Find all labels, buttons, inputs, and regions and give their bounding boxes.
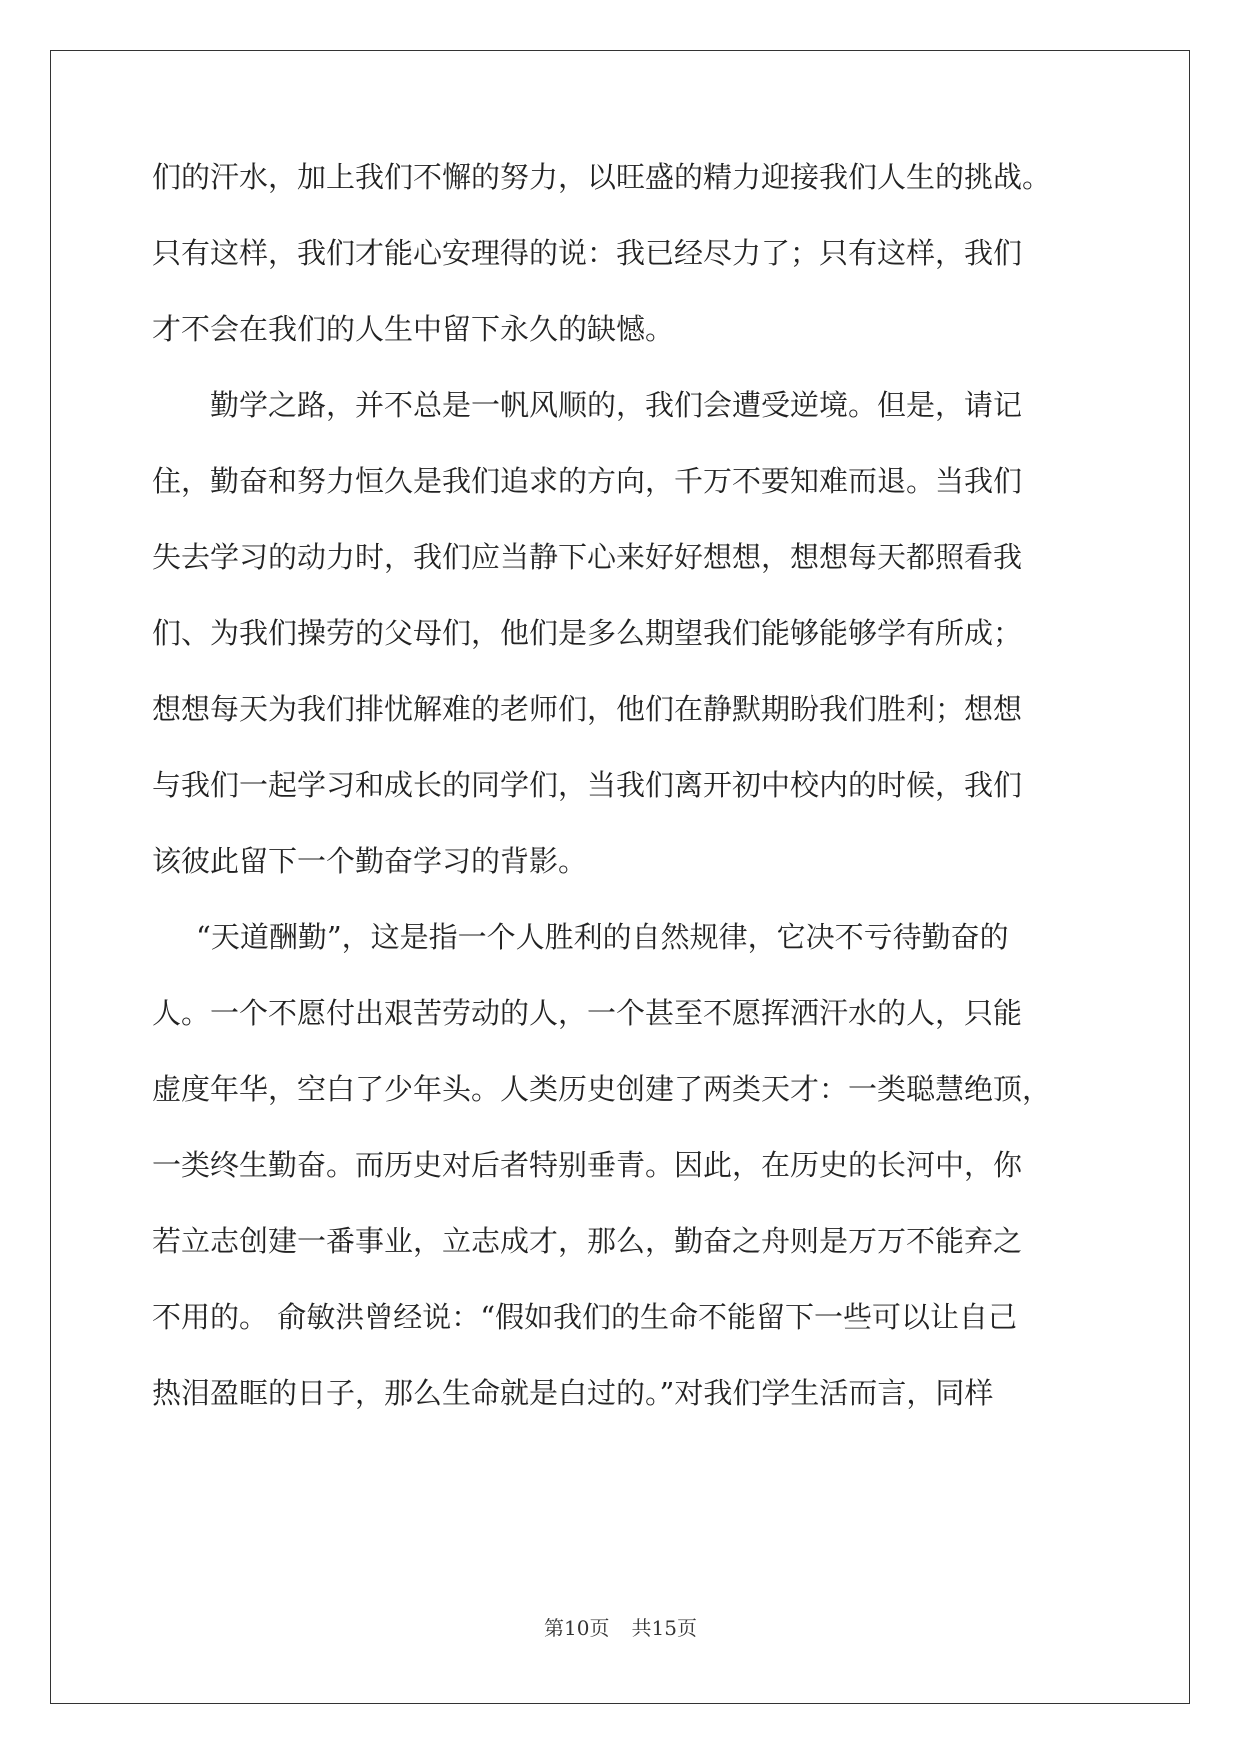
text-line: 失去学习的动力时，我们应当静下心来好好想想，想想每天都照看我 — [152, 540, 1023, 574]
text-line: 才不会在我们的人生中留下永久的缺憾。 — [152, 312, 675, 346]
paragraph-first-line: 勤学之路，并不总是一帆风顺的，我们会遭受逆境。但是，请记 — [210, 388, 1023, 422]
paragraph-first-line: “天道酬勤”，这是指一个人胜利的自然规律，它决不亏待勤奋的 — [196, 920, 1009, 954]
text-line: 一类终生勤奋。而历史对后者特别垂青。因此，在历史的长河中，你 — [152, 1148, 1023, 1182]
page-number: 第10页 — [544, 1616, 610, 1640]
text-line: 们的汗水，加上我们不懈的努力，以旺盛的精力迎接我们人生的挑战。 — [152, 160, 1052, 194]
document-body — [152, 160, 1092, 1452]
text-line: 住，勤奋和努力恒久是我们追求的方向，千万不要知难而退。当我们 — [152, 464, 1023, 498]
text-line: 热泪盈眶的日子，那么生命就是白过的。”对我们学生活而言，同样 — [152, 1376, 994, 1410]
text-line: 只有这样，我们才能心安理得的说：我已经尽力了；只有这样，我们 — [152, 236, 1023, 270]
page-total: 共15页 — [631, 1616, 697, 1640]
text-line: 该彼此留下一个勤奋学习的背影。 — [152, 844, 588, 878]
page-footer — [0, 1612, 1241, 1641]
text-line: 想想每天为我们排忧解难的老师们，他们在静默期盼我们胜利；想想 — [152, 692, 1023, 726]
text-line: 们、为我们操劳的父母们，他们是多么期望我们能够能够学有所成； — [152, 616, 1023, 650]
text-line: 若立志创建一番事业，立志成才，那么，勤奋之舟则是万万不能弃之 — [152, 1224, 1023, 1258]
text-line: 与我们一起学习和成长的同学们，当我们离开初中校内的时候，我们 — [152, 768, 1023, 802]
text-line: 虚度年华，空白了少年头。人类历史创建了两类天才：一类聪慧绝顶， — [152, 1072, 1052, 1106]
text-line: 不用的。 俞敏洪曾经说：“假如我们的生命不能留下一些可以让自己 — [152, 1300, 1018, 1334]
text-line: 人。一个不愿付出艰苦劳动的人，一个甚至不愿挥洒汗水的人，只能 — [152, 996, 1023, 1030]
